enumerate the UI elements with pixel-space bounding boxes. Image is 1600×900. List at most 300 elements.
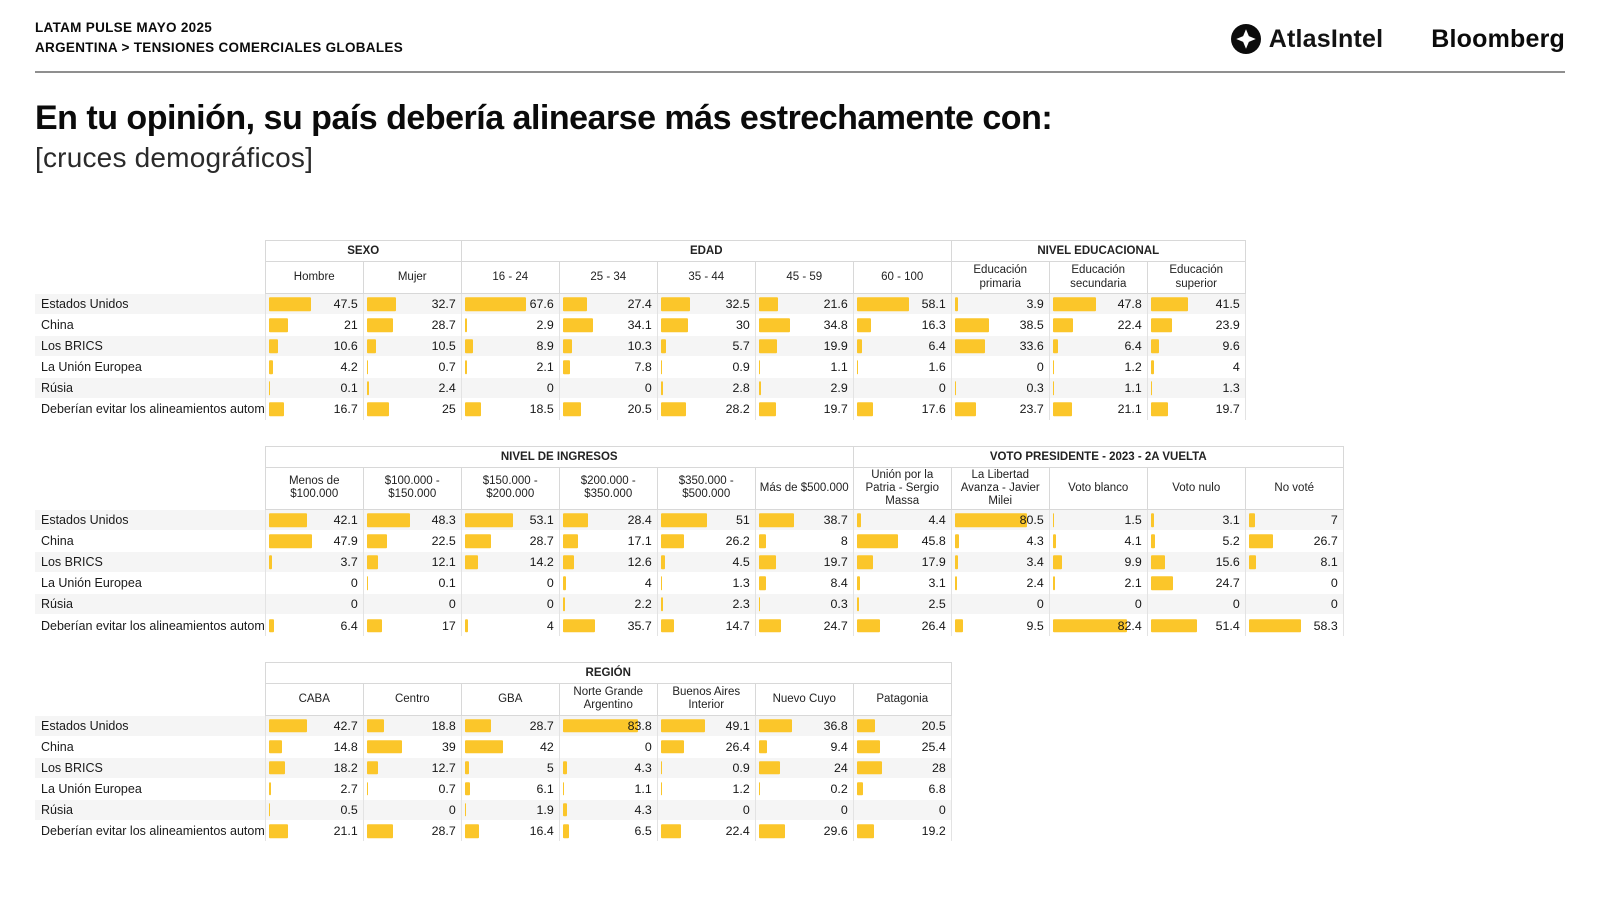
value-label: 19.2 [921, 824, 946, 839]
atlasintel-logo-icon [1231, 24, 1261, 54]
column-header: 35 - 44 [657, 262, 755, 294]
value-bar [465, 297, 526, 311]
value-bar [367, 339, 376, 353]
value-cell [461, 378, 559, 399]
value-label: 0 [1330, 576, 1338, 591]
value-label: 21.6 [823, 297, 848, 312]
row-label: La Unión Europea [41, 360, 142, 375]
value-bar [857, 403, 873, 417]
value-bar [955, 339, 985, 353]
column-header: $150.000 - $200.000 [461, 467, 559, 510]
value-bar [1053, 339, 1059, 353]
value-bar [759, 740, 767, 754]
value-cell [559, 552, 657, 573]
value-label: 0 [350, 597, 358, 612]
value-label: 0.5 [340, 802, 358, 817]
value-cell [657, 778, 755, 799]
value-cell [363, 336, 461, 357]
value-cell [951, 615, 1049, 636]
value-bar [1249, 556, 1256, 570]
value-label: 1.3 [732, 576, 750, 591]
value-bar [269, 318, 288, 332]
value-cell [559, 715, 657, 736]
value-bar [1053, 381, 1054, 395]
value-bar [563, 339, 572, 353]
value-bar [661, 740, 685, 754]
value-label: 7.8 [634, 360, 652, 375]
value-cell [853, 615, 951, 636]
value-bar [563, 360, 570, 374]
value-label: 0 [546, 597, 554, 612]
value-label: 12.7 [431, 760, 456, 775]
row-label: Estados Unidos [41, 718, 129, 733]
value-cell [755, 315, 853, 336]
value-bar [465, 740, 503, 754]
value-bar [563, 598, 565, 612]
value-cell [461, 357, 559, 378]
value-bar [563, 297, 588, 311]
row-label: Rúsia [41, 381, 73, 396]
value-label: 1.3 [1222, 381, 1240, 396]
column-header: Educación secundaria [1049, 262, 1147, 294]
value-cell [657, 615, 755, 636]
value-cell [1049, 294, 1147, 315]
value-cell [1049, 378, 1147, 399]
value-cell [657, 552, 755, 573]
table-row [35, 510, 1343, 531]
value-label: 2.8 [732, 381, 750, 396]
value-label: 20.5 [627, 402, 652, 417]
value-bar [857, 556, 873, 570]
value-label: 9.6 [1222, 339, 1240, 354]
group-header: NIVEL DE INGRESOS [265, 446, 853, 467]
value-bar [955, 514, 1027, 528]
value-cell [363, 315, 461, 336]
value-cell [363, 399, 461, 420]
value-cell [853, 510, 951, 531]
value-bar [955, 535, 959, 549]
value-cell [461, 594, 559, 615]
value-bar [857, 761, 882, 775]
value-bar [759, 339, 777, 353]
value-cell [657, 820, 755, 841]
group-header: REGIÓN [265, 662, 951, 683]
value-label: 16.3 [921, 318, 946, 333]
column-header: 25 - 34 [559, 262, 657, 294]
value-bar [269, 740, 282, 754]
value-label: 21.1 [1117, 402, 1142, 417]
value-label: 38.7 [823, 513, 848, 528]
value-label: 34.8 [823, 318, 848, 333]
value-bar [661, 782, 662, 796]
value-bar [661, 719, 705, 733]
value-label: 6.1 [536, 781, 554, 796]
value-label: 0.1 [340, 381, 358, 396]
table-row [35, 357, 1245, 378]
value-bar [563, 761, 567, 775]
value-cell [853, 357, 951, 378]
value-bar [759, 719, 792, 733]
value-cell [265, 778, 363, 799]
table-row [35, 757, 951, 778]
column-header-row [35, 683, 951, 715]
value-label: 53.1 [529, 513, 554, 528]
row-label: La Unión Europea [41, 576, 142, 591]
column-header: Buenos Aires Interior [657, 683, 755, 715]
value-label: 2.3 [732, 597, 750, 612]
value-cell [1147, 552, 1245, 573]
value-label: 1.1 [634, 781, 652, 796]
value-label: 28.7 [431, 824, 456, 839]
value-label: 0.1 [438, 576, 456, 591]
value-cell [559, 510, 657, 531]
value-label: 83.8 [627, 718, 652, 733]
value-label: 18.5 [529, 402, 554, 417]
column-header-row [35, 262, 1245, 294]
value-cell [755, 510, 853, 531]
row-label: Deberían evitar los alineamientos autom [41, 618, 265, 633]
value-label: 0 [1036, 360, 1044, 375]
value-cell [657, 336, 755, 357]
column-header: Menos de $100.000 [265, 467, 363, 510]
value-label: 6.8 [928, 781, 946, 796]
value-cell [1147, 573, 1245, 594]
value-label: 19.9 [823, 339, 848, 354]
value-cell [559, 378, 657, 399]
value-label: 0 [350, 576, 358, 591]
value-label: 0.2 [830, 781, 848, 796]
value-label: 49.1 [725, 718, 750, 733]
value-bar [661, 297, 690, 311]
value-label: 3.1 [928, 576, 946, 591]
value-bar [465, 339, 473, 353]
value-bar [367, 514, 410, 528]
value-cell [951, 378, 1049, 399]
value-bar [1053, 318, 1073, 332]
column-header: Mujer [363, 262, 461, 294]
value-cell [951, 399, 1049, 420]
value-bar [465, 761, 470, 775]
value-cell [657, 736, 755, 757]
value-cell [951, 573, 1049, 594]
value-bar [857, 514, 861, 528]
value-label: 29.6 [823, 824, 848, 839]
value-cell [1147, 336, 1245, 357]
value-bar [1249, 619, 1301, 633]
value-label: 0.3 [1026, 381, 1044, 396]
value-cell [461, 510, 559, 531]
value-bar [1151, 360, 1155, 374]
value-label: 5.2 [1222, 534, 1240, 549]
value-label: 8 [840, 534, 848, 549]
value-bar [661, 824, 681, 838]
value-cell [657, 531, 755, 552]
value-bar [759, 824, 786, 838]
value-label: 58.3 [1313, 618, 1338, 633]
value-cell [755, 552, 853, 573]
value-cell [755, 336, 853, 357]
value-bar [759, 381, 762, 395]
value-cell [265, 294, 363, 315]
value-cell [265, 399, 363, 420]
value-label: 17.1 [627, 534, 652, 549]
value-bar [955, 403, 976, 417]
value-label: 42 [539, 739, 554, 754]
value-label: 17 [441, 618, 456, 633]
value-bar [759, 535, 766, 549]
value-cell [559, 294, 657, 315]
value-label: 26.4 [725, 739, 750, 754]
value-label: 0 [546, 576, 554, 591]
value-label: 0 [938, 802, 946, 817]
value-cell [559, 820, 657, 841]
row-label: China [41, 318, 74, 333]
value-label: 28.2 [725, 402, 750, 417]
value-bar [1151, 339, 1160, 353]
group-header: SEXO [265, 241, 461, 262]
value-label: 8.4 [830, 576, 848, 591]
column-header: Voto blanco [1049, 467, 1147, 510]
value-cell [265, 336, 363, 357]
value-label: 18.8 [431, 718, 456, 733]
group-header: VOTO PRESIDENTE - 2023 - 2A VUELTA [853, 446, 1343, 467]
column-header: Centro [363, 683, 461, 715]
value-label: 14.8 [333, 739, 358, 754]
value-bar [1151, 535, 1156, 549]
value-bar [661, 619, 674, 633]
row-label: La Unión Europea [41, 781, 142, 796]
row-label: Los BRICS [41, 339, 103, 354]
value-bar [1151, 381, 1152, 395]
table-row [35, 594, 1343, 615]
value-cell [853, 552, 951, 573]
value-bar [563, 824, 569, 838]
value-bar [857, 719, 875, 733]
value-bar [367, 297, 396, 311]
value-label: 17.9 [921, 555, 946, 570]
value-label: 28.7 [529, 534, 554, 549]
value-cell [363, 573, 461, 594]
value-cell [657, 757, 755, 778]
value-cell [461, 315, 559, 336]
value-label: 8.1 [1320, 555, 1338, 570]
value-label: 15.6 [1215, 555, 1240, 570]
value-bar [465, 782, 470, 796]
tables-area [0, 174, 1600, 841]
value-bar [1151, 577, 1173, 591]
value-label: 45.8 [921, 534, 946, 549]
value-cell [265, 736, 363, 757]
value-cell [1245, 510, 1343, 531]
column-header: $200.000 - $350.000 [559, 467, 657, 510]
value-bar [269, 556, 272, 570]
value-label: 26.2 [725, 534, 750, 549]
row-label: Los BRICS [41, 555, 103, 570]
value-bar [465, 719, 491, 733]
value-bar [661, 761, 662, 775]
value-cell [559, 315, 657, 336]
value-cell [363, 799, 461, 820]
table-row [35, 378, 1245, 399]
value-label: 0.3 [830, 597, 848, 612]
value-bar [269, 339, 279, 353]
value-label: 9.9 [1124, 555, 1142, 570]
value-label: 38.5 [1019, 318, 1044, 333]
value-bar [1053, 577, 1055, 591]
value-label: 58.1 [921, 297, 946, 312]
value-label: 7 [1330, 513, 1338, 528]
value-cell [461, 336, 559, 357]
value-cell [1049, 531, 1147, 552]
value-cell [755, 378, 853, 399]
table-row [35, 820, 951, 841]
value-cell [853, 336, 951, 357]
value-cell [853, 294, 951, 315]
value-bar [955, 619, 964, 633]
value-label: 4.1 [1124, 534, 1142, 549]
value-cell [559, 531, 657, 552]
value-cell [363, 778, 461, 799]
value-label: 4 [546, 618, 554, 633]
value-cell [1147, 294, 1245, 315]
value-cell [951, 552, 1049, 573]
column-header: Voto nulo [1147, 467, 1245, 510]
value-cell [265, 378, 363, 399]
value-bar [563, 803, 567, 817]
value-label: 0 [742, 802, 750, 817]
value-label: 17.6 [921, 402, 946, 417]
group-header: NIVEL EDUCACIONAL [951, 241, 1245, 262]
value-cell [853, 820, 951, 841]
value-label: 47.8 [1117, 297, 1142, 312]
value-label: 4.3 [1026, 534, 1044, 549]
value-label: 47.9 [333, 534, 358, 549]
value-label: 18.2 [333, 760, 358, 775]
value-cell [363, 615, 461, 636]
value-cell [363, 715, 461, 736]
value-cell [265, 510, 363, 531]
value-label: 2.1 [1124, 576, 1142, 591]
value-bar [563, 619, 595, 633]
value-bar [1151, 403, 1169, 417]
value-label: 34.1 [627, 318, 652, 333]
value-cell [755, 399, 853, 420]
value-bar [759, 619, 781, 633]
value-cell [363, 757, 461, 778]
value-cell [559, 573, 657, 594]
value-label: 0 [644, 381, 652, 396]
value-cell [363, 736, 461, 757]
value-label: 1.6 [928, 360, 946, 375]
column-header: No voté [1245, 467, 1343, 510]
column-header: 45 - 59 [755, 262, 853, 294]
group-header-row [35, 662, 951, 683]
value-label: 28.7 [529, 718, 554, 733]
value-bar [1053, 403, 1072, 417]
value-cell [853, 399, 951, 420]
value-cell [559, 757, 657, 778]
value-cell [755, 820, 853, 841]
value-bar [955, 577, 957, 591]
value-label: 4 [644, 576, 652, 591]
value-bar [857, 297, 909, 311]
value-label: 51 [735, 513, 750, 528]
value-bar [465, 556, 478, 570]
value-label: 20.5 [921, 718, 946, 733]
value-cell [951, 357, 1049, 378]
value-bar [465, 803, 467, 817]
value-label: 35.7 [627, 618, 652, 633]
column-header: 60 - 100 [853, 262, 951, 294]
value-bar [1249, 514, 1255, 528]
value-label: 4.5 [732, 555, 750, 570]
row-label: Rúsia [41, 597, 73, 612]
value-bar [367, 403, 390, 417]
value-cell [461, 736, 559, 757]
value-cell [1245, 615, 1343, 636]
value-bar [759, 761, 781, 775]
column-header: CABA [265, 683, 363, 715]
value-bar [759, 514, 794, 528]
value-bar [269, 719, 307, 733]
row-label: Los BRICS [41, 760, 103, 775]
value-label: 26.7 [1313, 534, 1338, 549]
column-header: Nuevo Cuyo [755, 683, 853, 715]
value-label: 32.5 [725, 297, 750, 312]
value-label: 2.7 [340, 781, 358, 796]
value-bar [367, 719, 384, 733]
value-cell [853, 757, 951, 778]
value-cell [1049, 357, 1147, 378]
value-bar [465, 403, 482, 417]
value-label: 2.5 [928, 597, 946, 612]
value-bar [661, 514, 707, 528]
value-label: 0.7 [438, 781, 456, 796]
value-label: 6.5 [634, 824, 652, 839]
group-header-row [35, 241, 1245, 262]
value-label: 28.4 [627, 513, 652, 528]
page-title: En tu opinión, su país debería alinearse más estrechamente con: [35, 99, 1053, 138]
value-label: 0 [1134, 597, 1142, 612]
value-bar [269, 403, 284, 417]
value-cell [461, 552, 559, 573]
value-label: 48.3 [431, 513, 456, 528]
value-label: 24 [833, 760, 848, 775]
value-cell [1147, 315, 1245, 336]
value-cell [461, 799, 559, 820]
value-bar [465, 514, 513, 528]
value-cell [657, 294, 755, 315]
value-bar [1151, 297, 1188, 311]
value-bar [269, 619, 275, 633]
value-bar [563, 556, 574, 570]
value-cell [363, 294, 461, 315]
value-label: 19.7 [823, 555, 848, 570]
value-label: 6.4 [340, 618, 358, 633]
value-cell [559, 357, 657, 378]
value-cell [363, 378, 461, 399]
value-label: 9.4 [830, 739, 848, 754]
value-bar [269, 514, 307, 528]
value-bar [465, 824, 480, 838]
table-region [35, 662, 952, 842]
value-cell [559, 594, 657, 615]
value-label: 41.5 [1215, 297, 1240, 312]
row-label: Deberían evitar los alineamientos autom [41, 824, 265, 839]
value-label: 32.7 [431, 297, 456, 312]
group-header-row [35, 446, 1343, 467]
value-cell [755, 799, 853, 820]
